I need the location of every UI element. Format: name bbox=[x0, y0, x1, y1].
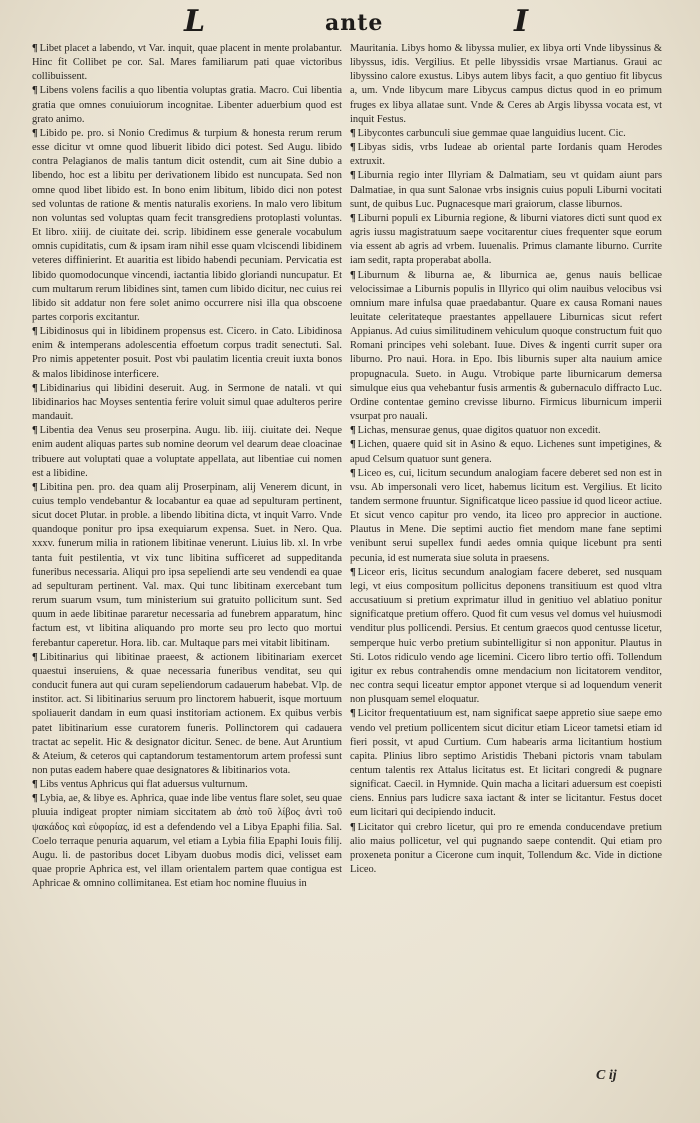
entry-libitinarius: ¶ Libitinarius qui libitinae praeest, & actionem libitinariam exercet quaestui inseruiens, & quae necessaria funeribus venditat, seu qui conducit funera aut qui curam sepeliendorum cadauerum habebat. Vlp. de institor. act. Si libitinarius seruum pro linctorem habuerit, isque mortuum spoliauerit dandam in eum quasi institoriam actionem. Ex quibus verbis patet libitinarium esse curatorem funeris. Pollinctorem qui cadauera tractat ac sepelit. Hic & designator dicitur. Senec. de bene. Aut Aruntium & Ateium, & ceteros qui captandorum testamentorum artem professi sunt non putas eadem habere quae designatores & libitinarios vota. bbox=[32, 651, 342, 778]
running-head bbox=[0, 4, 700, 42]
running-head-title: ante bbox=[325, 10, 384, 36]
entry-liburnum: ¶ Liburnum & liburna ae, & liburnica ae, genus nauis bellicae velocissimae a Liburnis populis in Illyrico qui olim nauibus velocibus vsi omnium mare infulsa quae praedabantur. Quare ex causa Romani naues leuitate celeritateque praestantes appellauere Liburnicas sicut refert Appianus. Ad cuius similitudinem vehiculum quoque constructum fuit quo Romani principes vehi solebant. Iuue. Dives & ingenti currit super ora liburno. Pro naui. Hora. in Epo. Ibis liburnis super alta nauium amice propugnacula. Sueto. in Augu. Vtrobique parte liburnicarum demersa simulque eius qua vehebantur fusis armentis & gubernaculo diffracto Luc. Ordine contentae gemino crevisse liburno. Firmicus liburnicum imperii vsurpat pro nauali. bbox=[350, 269, 662, 425]
entry-licitator: ¶ Licitator qui crebro licetur, qui pro re emenda conducendave pretium alio maius pollicetur, vel qui pugnando saepe contendit. Qui etiam pro proxeneta ponitur a Cicerone cum inquit, Tollendum &c. Vide in dictione Liceo. bbox=[350, 821, 662, 878]
entry-libyas: ¶ Libyas sidis, vrbs Iudeae ab oriental parte Iordanis quam Herodes extruxit. bbox=[350, 141, 662, 169]
entry-libs: ¶ Libs ventus Aphricus qui flat aduersus vulturnum. bbox=[32, 778, 342, 792]
entry-libentia: ¶ Libentia dea Venus seu proserpina. Augu. lib. iiij. ciuitate dei. Neque enim audent aliquas partes sub nomine deorum vel dearum deae cloacinae tribuere aut voluptati quae a voluptate appellata, aut libentiae cui nomen est a libidine. bbox=[32, 424, 342, 481]
entry-lichen: ¶ Lichen, quaere quid sit in Asino & equo. Lichenes sunt impetigines, & apud Celsum quatuor sunt genera. bbox=[350, 438, 662, 466]
entry-liceo: ¶ Liceo es, cui, licitum secundum analogiam facere deberet sed non est in vsu. Ab impersonali vero licet, habemus licitum est. Vergilius. Et licito tandem sermone fruuntur. Significatque liceo passiue id quod liceor actiue. Et sicut venco capitur pro vendo, ita liceo pro apprecior in auctione. Plautus in Mene. Die septimi auctio fiet mendom mane fane septimi venibunt serui supellex fundi aedes omnia quique licebunt pra senti pecunia, id est numerata siue soluta in praesens. bbox=[350, 467, 662, 566]
right-text-column bbox=[350, 42, 662, 877]
entry-lybia-continued: Mauritania. Libys homo & libyssa mulier, ex libya orti Vnde libyssinus & libyssus, idis. Vergilius. Et pelle libyssidis vrsae Martianus. Graui ac libyssino calore exustus. Libys autem libys facit, a quo gentiuo fit libycus a, um. Vnde libycum mare Libycus campus dictus quod in eo primum fruges ex libya allatae sunt. Vnde & Ceres ab Argis libyssa vocata est, vt inquit Festus. bbox=[350, 43, 662, 125]
running-head-right-letter: I bbox=[514, 4, 529, 39]
entry-libitina: ¶ Libitina pen. pro. dea quam alij Proserpinam, alij Venerem dicunt, in cuius templo vendebantur & locabantur ea quae ad sepulturam pertinent, sicut docet Plutar. in proble. a libendo libitina dicta, vt inquit Varro. Vnde quandoque ponitur pro ipsa exequiarum expensa. Suet. in Nero. Qua. xxxv. funerum milia in rationem libitinae venerunt. Liuius lib. xl. In vrbe tanta fuit pestilentia, vt vix tunc libitina sufficeret ad suppeditanda funeribus necessaria. Aliqui pro ipsa sepeliendi arte seu vendendi ea quae ad sepulturam pertinent. Val. max. Qui tunc libitinam exercebant tum rerum suarum vsum, tum ministerium sui gratuito pollicitum sunt. Sed quum in aede libitinae pararetur necessaria ad funebrem apparatum, hinc factum est, vt libitina aliquando pro morte seu pro lecto quo mortui ferebantur caperetur. Hora. lib. car. Multaque pars mei vitabit libitinam. bbox=[32, 481, 342, 651]
entry-libido: ¶ Libido pe. pro. si Nonio Credimus & turpium & honesta rerum rerum esse dicitur vt omne quod libuerit libido dici potest. Sed Augu. libido contra Pelagianos de malis tantum dicit ostendit, cum ait Sine dubio a libendo, hoc est a libitu per derivationem libido est nuncupata. Sed non omne quod libet libido est. In bono enim libitum, libido dici non potest sed voluntas de ratione & mentis naturalis exoriens. In malo vero libitum non voluntas sed voluptas quam fecit transgrediens protoplasti voluntas. Et libro. xiiij. de ciuitate dei. scrip. libidinem esse generale vocabulum omnis cupiditatis, cum & ipsam iram nihil esse quam vlciscendi libidinem veteres diffinierint. Et auaritia est libido habendi pecuniam. Pervicatia est libido quomodocunque vincendi, iactantia libido gloriandi nuncupatur. Et cum multarum rerum libidines sint, tamen cum libido dicitur, nec cuius rei libido sit addatur non fere solet animo occurrere nisi illa qua obscoene partes corporis excitantur. bbox=[32, 127, 342, 325]
signature-mark: C ij bbox=[596, 1068, 617, 1083]
running-head-left-letter: L bbox=[184, 4, 206, 39]
entry-liburnia: ¶ Liburnia regio inter Illyriam & Dalmatiam, seu vt quidam aiunt pars Dalmatiae, in qua sunt Salonae vrbs insignis cuius populi Liburni vocitati sunt, de quibus Luc. Pugnacesque mari graiorum, classe liburnos. bbox=[350, 169, 662, 211]
entry-liburni: ¶ Liburni populi ex Liburnia regione, & liburni viatores dicti sunt quod ex agris iussu magistratuum saepe vocitarentur ciues frequenter sque eorum via essent ab agris ad vrbem. Iuuenalis. Primus clamante liburno. Currite iam sedit, rapta properabat abolla. bbox=[350, 212, 662, 269]
entry-lybia: ¶ Lybia, ae, & libye es. Aphrica, quae inde libe ventus flare solet, seu quae pluuia indigeat propter nimiam siccitatem ab ἀπὸ τοῦ λίβος ἀντὶ τοῦ ψακάδος καὶ εὐφορίας, id est a defendendo vel a Libya Epaphi filia. Sal. Coelo terraque penuria aquarum, vel etiam a Lybia filia Epaphi Iouis filij. Augu. li. de pastoribus docet Libyam duobus modis dici, velisset eam quae proprie Aphrica est, vel illam orientalem partem quae contigua est Aphricae & omnino collimitanea. Est etiam hoc nomine fluuius in bbox=[32, 792, 342, 891]
entry-liceor: ¶ Liceor eris, licitus secundum analogiam facere deberet, sed nusquam legi, vt eius compositum pollicitus deponens transitiuum est quod vltra accusatiuum si pretium exprimatur illud in genitiuo vel ablatiuo ponitur significatque pretium offero. Quod fit cum vesus vel domus vel huiusmodi venditur plus pollicendi. Persius. Et centum graecos quod centusse licetur, semperque huic verbo pretium subintelligitur si non apponitur. Plautus in Sti. Lotos ridiculo vendo age licemini. Cicero libro tertio offi. Tollendum igitur ex rebus contrahendis omne mendacium non licitatorem venditor, nec contra sequi liceatur emptor apponet vterque si ad loquendum venerit non plusquam semel eloquatur. bbox=[350, 566, 662, 708]
entry-libidinosus: ¶ Libidinosus qui in libidinem propensus est. Cicero. in Cato. Libidinosa enim & intemperans adolescentia effoetum corpus tradit senectuti. Sal. Pro nimis appetenter posuit. Post vbi paulatim licentia creuit iuxta bonos & malos libidinose interficere. bbox=[32, 325, 342, 382]
entry-lichas: ¶ Lichas, mensurae genus, quae digitos quatuor non excedit. bbox=[350, 424, 662, 438]
entry-licitor: ¶ Licitor frequentatiuum est, nam significat saepe appretio siue saepe emo vendo vel pretium pollicentem sicut dicitur etiam Liceor tametsi etiam id fieri possit, vt apud Curtium. Cum habearis arma licitantium hostium capita. Plinius libro septimo Aristidis Thebani pictoris vnam tabulam centum talentis rex Attalus licitatus est. Et licitari congredi & pugnare significat. Caecil. in Hymnide. Quin macha a licitari aduersum est coepisti ciens. Ennius pars ludicre saxa iactant & inter se licitantur. Festus docet eum licitari qui decipiendo inducit. bbox=[350, 707, 662, 820]
entry-libens: ¶ Libens volens facilis a quo libentia voluptas gratia. Macro. Cui libentia gratia que omnes conuiuiorum incognitae. Libenter aduerbium quod est grato animo. bbox=[32, 84, 342, 126]
entry-libycontes: ¶ Libycontes carbunculi siue gemmae quae languidius lucent. Cic. bbox=[350, 127, 662, 141]
left-text-column bbox=[32, 42, 342, 891]
entry-libidinarius: ¶ Libidinarius qui libidini deseruit. Aug. in Sermone de natali. vt qui libidinarios hac Moyses sententia ferire voluit simul quae adulteros perire mandauit. bbox=[32, 382, 342, 424]
entry-libet: ¶ Libet placet a labendo, vt Var. inquit, quae placent in mente prolabantur. Hinc fit Collibet pe cor. Sal. Mares familiarum pati quae victoribus collibuissent. bbox=[32, 42, 342, 84]
